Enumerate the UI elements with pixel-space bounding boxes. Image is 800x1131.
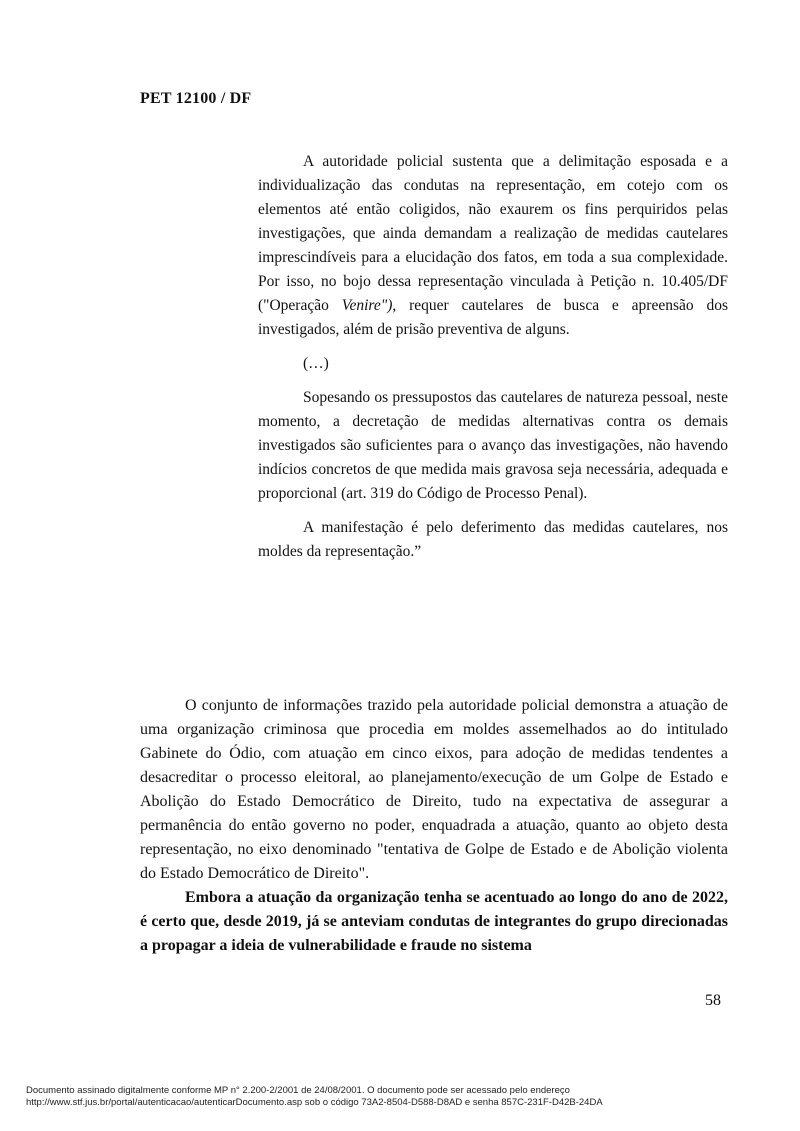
page-number: 58 bbox=[705, 992, 721, 1009]
quote-ellipsis: (…) bbox=[303, 355, 329, 372]
quote-paragraph-1-text-b: , requer cautelares de busca e apreensão dos investigados, além de prisão preventiva de alguns. bbox=[258, 297, 728, 338]
quote-paragraph-1 bbox=[258, 150, 728, 342]
page-header-case-ref: PET 12100 / DF bbox=[140, 90, 252, 107]
block-quote bbox=[258, 150, 728, 574]
signature-footer bbox=[26, 1085, 786, 1109]
quote-paragraph-1-text-a: A autoridade policial sustenta que a delimitação esposada e a individualização das condutas na representação, em cotejo com os elementos até então coligidos, não exaurem os fins perquiridos pelas investigações, que ainda demandam a realização de medidas cautelares imprescindíveis para a elucidação dos fatos, em toda a sua complexidade. Por isso, no bojo dessa representação vinculada à Petição n. 10.405/DF ("Operação bbox=[258, 153, 728, 314]
body-paragraph-1: O conjunto de informações trazido pela autoridade policial demonstra a atuação de uma organização criminosa que procedia em moldes assemelhados ao do intitulado Gabinete do Ódio, com atuação em cinco eixos, para adoção de medidas tendentes a desacreditar o processo eleitoral, ao planejamento/execução de um Golpe de Estado e Abolição do Estado Democrático de Direito, tudo na expectativa de assegurar a permanência do então governo no poder, enquadrada a atuação, quanto ao objeto desta representação, no eixo denominado "tentativa de Golpe de Estado e de Abolição violenta do Estado Democrático de Direito". bbox=[140, 697, 728, 882]
body-text bbox=[140, 694, 728, 958]
quote-paragraph-1-italic: Venire") bbox=[341, 297, 393, 314]
footer-line-1: Documento assinado digitalmente conforme MP n° 2.200-2/2001 de 24/08/2001. O documento pode ser acessado pelo endereço bbox=[26, 1085, 570, 1096]
footer-line-2: http://www.stf.jus.br/portal/autenticacao/autenticarDocumento.asp sob o código 73A2-8504-D588-D8AD e senha 857C-231F-D42B-24DA bbox=[26, 1097, 603, 1108]
body-paragraph-2-bold: Embora a atuação da organização tenha se acentuado ao longo do ano de 2022, é certo que, desde 2019, já se anteviam condutas de integrantes do grupo direcionadas a propagar a ideia de vulnerabilidade e fraude no sistema bbox=[140, 889, 728, 954]
quote-paragraph-3: A manifestação é pelo deferimento das medidas cautelares, nos moldes da representação.” bbox=[258, 519, 728, 560]
quote-paragraph-2: Sopesando os pressupostos das cautelares de natureza pessoal, neste momento, a decretação de medidas alternativas contra os demais investigados são suficientes para o avanço das investigações, não havendo indícios concretos de que medida mais gravosa seja necessária, adequada e proporcional (art. 319 do Código de Processo Penal). bbox=[258, 389, 728, 502]
